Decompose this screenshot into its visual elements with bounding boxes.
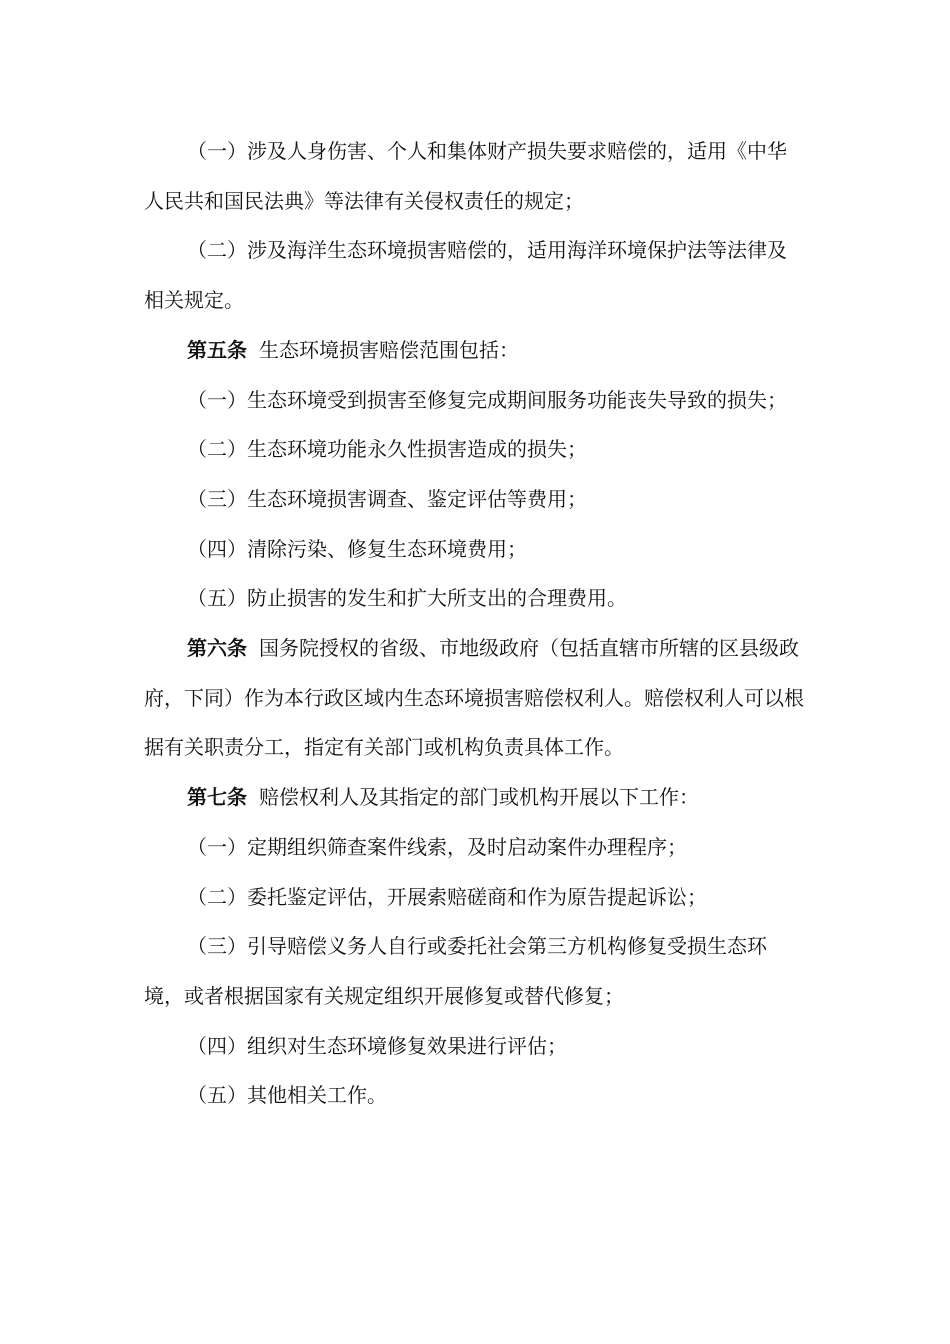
paragraph-text: （四）组织对生态环境修复效果进行评估； [187, 1033, 567, 1058]
paragraph-text: （二）生态环境功能永久性损害造成的损失； [187, 437, 587, 462]
paragraph-text: （二）委托鉴定评估，开展索赔磋商和作为原告提起诉讼； [187, 884, 707, 909]
paragraph-15 [144, 1071, 806, 1121]
article-heading: 第五条 [187, 337, 247, 362]
paragraph-14 [144, 1022, 806, 1072]
paragraph-11 [144, 823, 806, 873]
paragraph-text: （三）生态环境损害调查、鉴定评估等费用； [187, 486, 587, 511]
article-5 [144, 326, 806, 376]
article-7 [144, 773, 806, 823]
paragraph-5 [144, 425, 806, 475]
paragraph-text: 生态环境损害赔偿范围包括： [259, 337, 519, 362]
paragraph-text: （一）涉及人身伤害、个人和集体财产损失要求赔偿的，适用《中华人民共和国民法典》等法律有关侵权责任的规定； [144, 139, 787, 213]
article-6 [144, 624, 806, 773]
paragraph-text: （五）防止损害的发生和扩大所支出的合理费用。 [187, 586, 627, 611]
paragraph-13 [144, 922, 806, 1021]
paragraph-text: （四）清除污染、修复生态环境费用； [187, 536, 527, 561]
paragraph-12 [144, 873, 806, 923]
paragraph-text: （二）涉及海洋生态环境损害赔偿的，适用海洋环境保护法等法律及相关规定。 [144, 238, 787, 313]
paragraph-2 [144, 226, 806, 325]
article-heading: 第六条 [187, 636, 247, 661]
paragraph-text: 赔偿权利人及其指定的部门或机构开展以下工作： [259, 785, 699, 810]
paragraph-6 [144, 475, 806, 525]
paragraph-text: （五）其他相关工作。 [187, 1083, 387, 1108]
paragraph-text: （一）定期组织筛查案件线索，及时启动案件办理程序； [187, 834, 687, 859]
paragraph-text: 国务院授权的省级、市地级政府（包括直辖市所辖的区县级政府，下同）作为本行政区域内生态环境损害赔偿权利人。赔偿权利人可以根据有关职责分工，指定有关部门或机构负责具体工作。 [144, 636, 804, 760]
paragraph-text: （三）引导赔偿义务人自行或委托社会第三方机构修复受损生态环境，或者根据国家有关规定组织开展修复或替代修复； [144, 934, 767, 1008]
article-heading: 第七条 [187, 785, 247, 810]
document-body [144, 127, 806, 1121]
paragraph-4 [144, 376, 806, 426]
paragraph-8 [144, 574, 806, 624]
paragraph-1 [144, 127, 806, 226]
paragraph-7 [144, 525, 806, 575]
paragraph-text: （一）生态环境受到损害至修复完成期间服务功能丧失导致的损失； [187, 387, 787, 412]
